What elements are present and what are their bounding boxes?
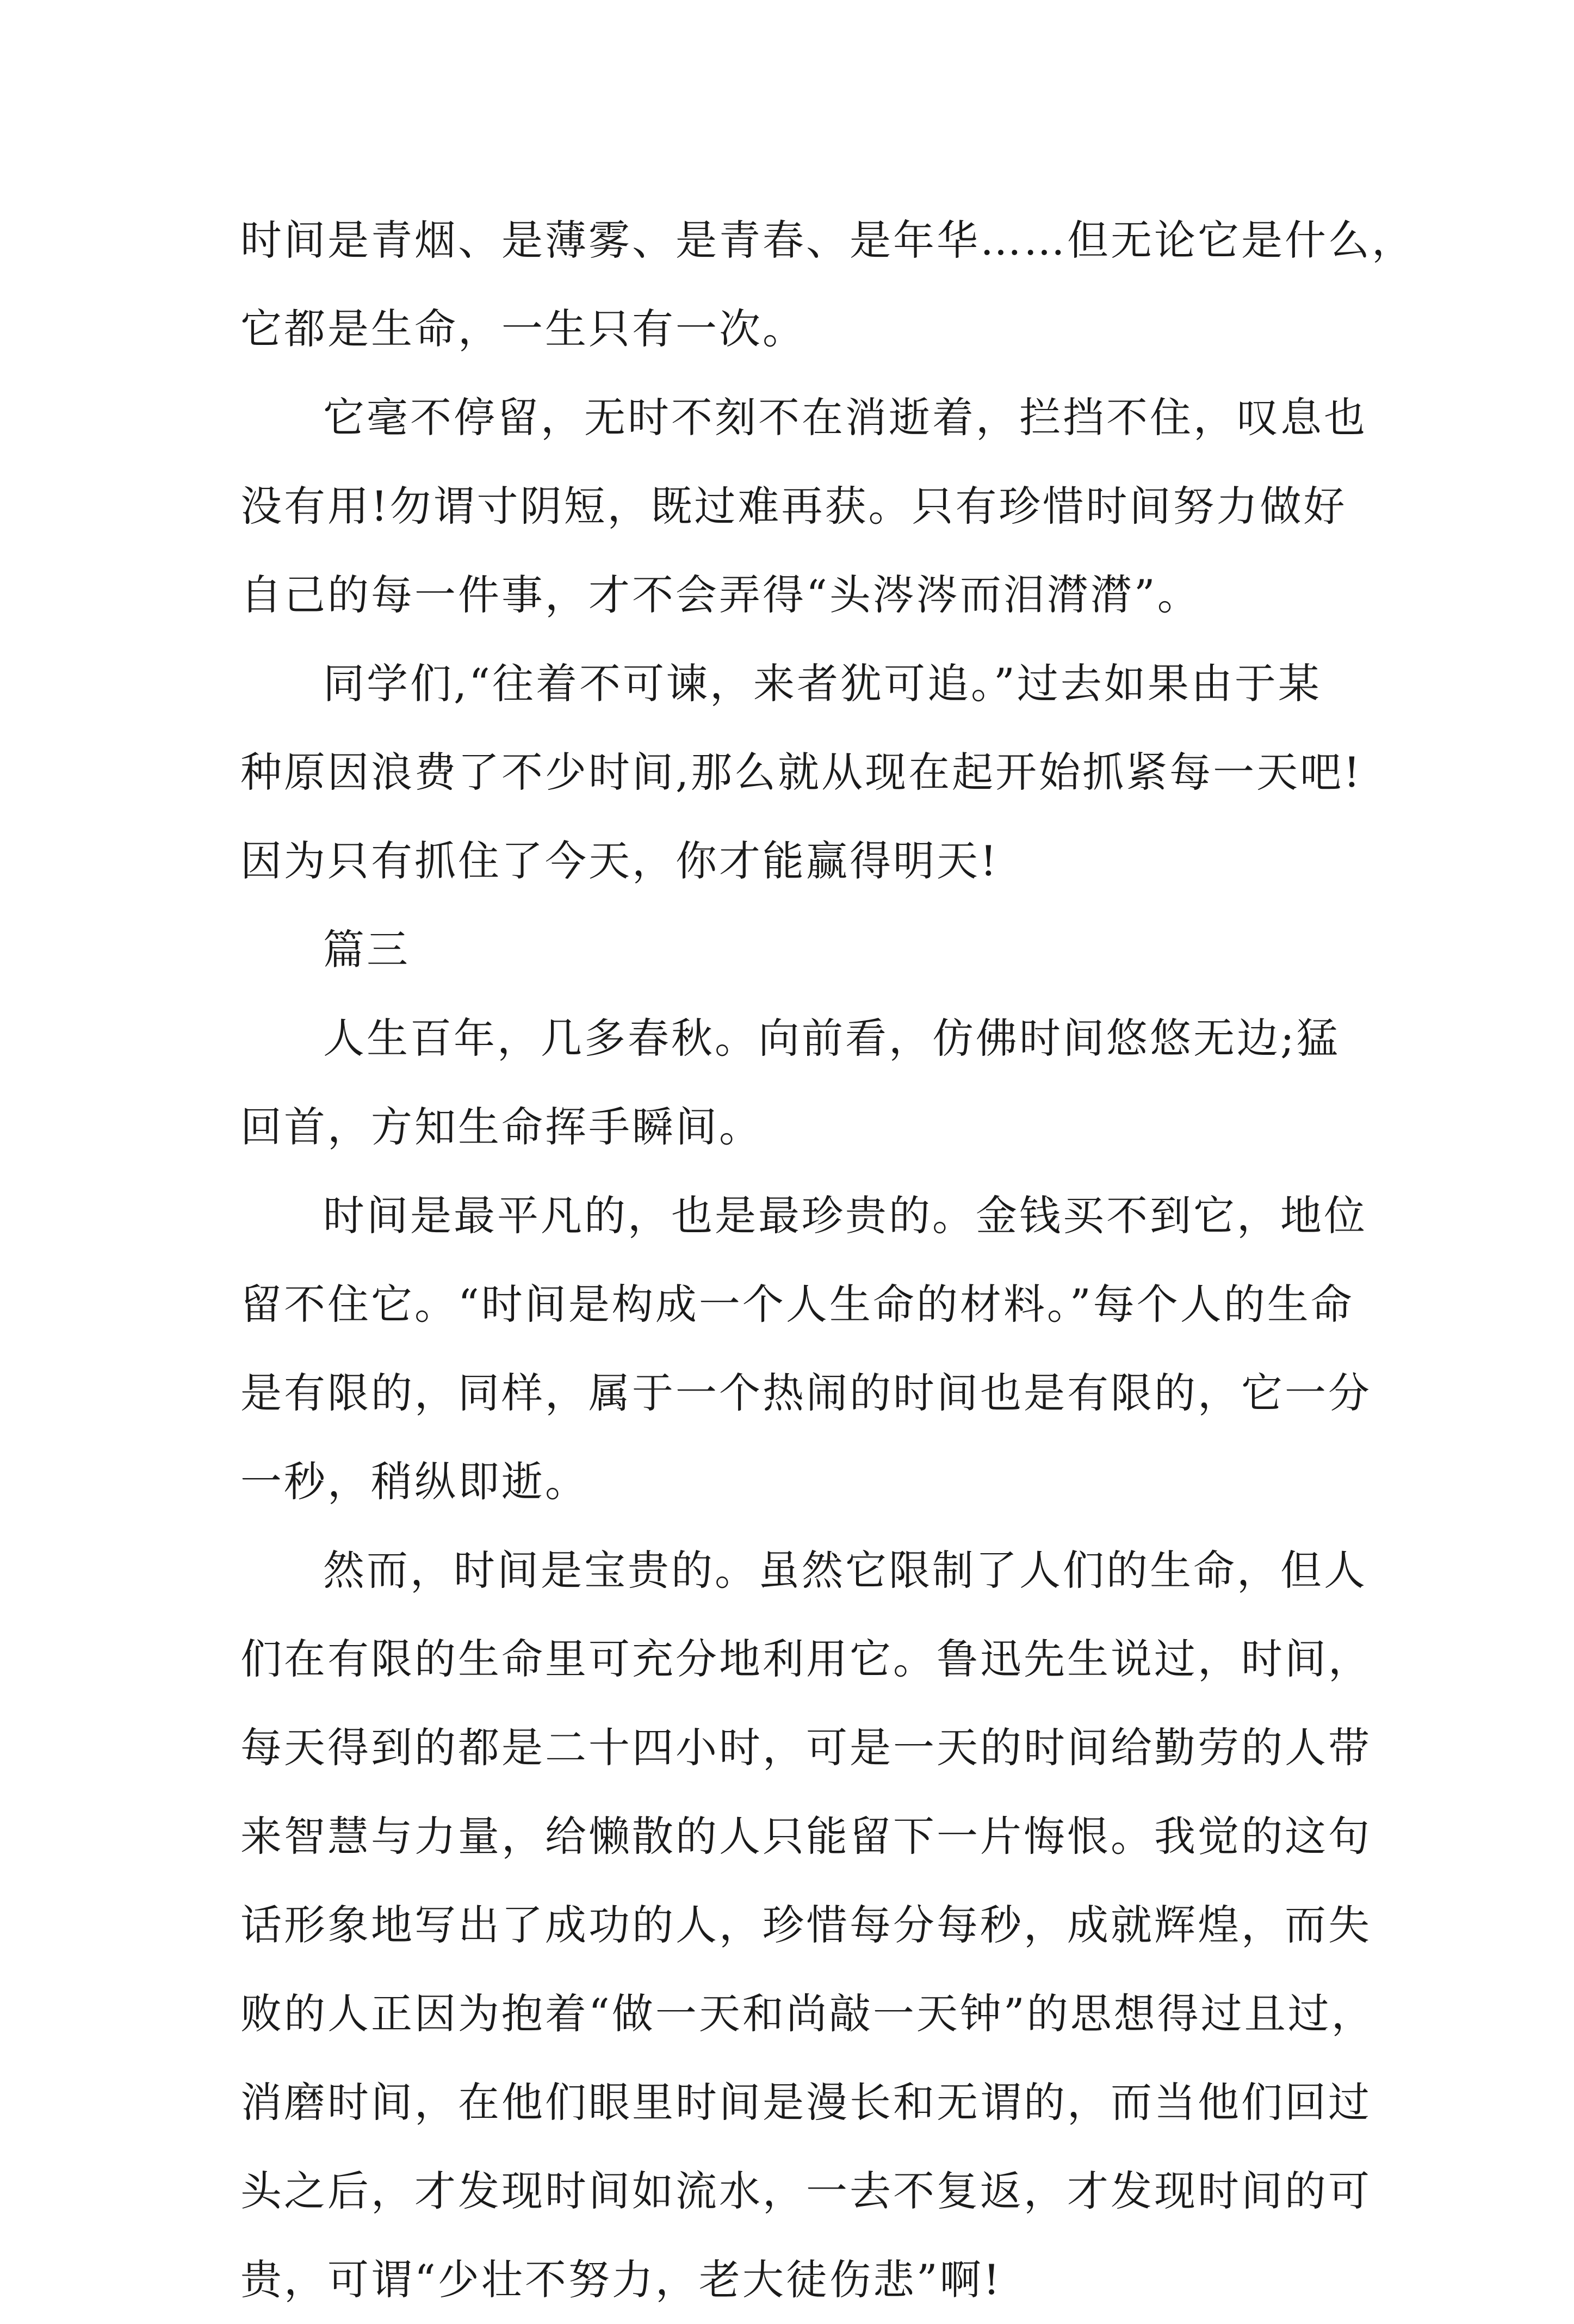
text-line: 时间是青烟、是薄雾、是青春、是年华……但无论它是什么，	[240, 216, 1415, 264]
text-line: 们在有限的生命里可充分地利用它。鲁迅先生说过，时间，	[240, 1635, 1372, 1683]
essay-text	[240, 196, 1415, 2324]
section-heading: 篇三	[323, 925, 410, 974]
text-line: 话形象地写出了成功的人，珍惜每分每秒，成就辉煌，而失	[240, 1901, 1372, 1949]
text-line: 败的人正因为抱着“做一天和尚敲一天钟”的思想得过且过，	[240, 1989, 1375, 2038]
text-line: 贵，可谓“少壮不努力，老大徒伤悲”啊!	[240, 2255, 1002, 2304]
text-line: 然而，时间是宝贵的。虽然它限制了人们的生命，但人	[323, 1546, 1367, 1594]
text-line: 它毫不停留，无时不刻不在消逝着，拦挡不住，叹息也	[323, 393, 1367, 442]
text-line: 人生百年，几多春秋。向前看，仿佛时间悠悠无边;猛	[323, 1014, 1340, 1062]
text-line: 自己的每一件事，才不会弄得“头涔涔而泪潸潸”。	[240, 571, 1201, 619]
text-line: 没有用!勿谓寸阴短，既过难再获。只有珍惜时间努力做好	[240, 482, 1347, 530]
text-line: 种原因浪费了不少时间,那么就从现在起开始抓紧每一天吧!	[240, 748, 1362, 796]
text-line: 因为只有抓住了今天，你才能赢得明天!	[240, 837, 999, 885]
text-line: 是有限的，同样，属于一个热闹的时间也是有限的，它一分	[240, 1369, 1372, 1417]
text-line: 一秒，稍纵即逝。	[240, 1457, 588, 1506]
text-line: 每天得到的都是二十四小时，可是一天的时间给勤劳的人带	[240, 1723, 1372, 1772]
text-line: 同学们,“往着不可谏，来者犹可追。”过去如果由于某	[323, 659, 1322, 708]
text-line: 回首，方知生命挥手瞬间。	[240, 1103, 763, 1151]
text-line: 留不住它。“时间是构成一个人生命的材料。”每个人的生命	[240, 1280, 1354, 1328]
text-line: 它都是生命，一生只有一次。	[240, 305, 806, 353]
text-line: 来智慧与力量，给懒散的人只能留下一片悔恨。我觉的这句	[240, 1812, 1372, 1861]
text-line: 消磨时间，在他们眼里时间是漫长和无谓的，而当他们回过	[240, 2078, 1372, 2127]
text-line: 时间是最平凡的，也是最珍贵的。金钱买不到它，地位	[323, 1191, 1367, 1240]
text-line: 头之后，才发现时间如流水，一去不复返，才发现时间的可	[240, 2167, 1372, 2215]
